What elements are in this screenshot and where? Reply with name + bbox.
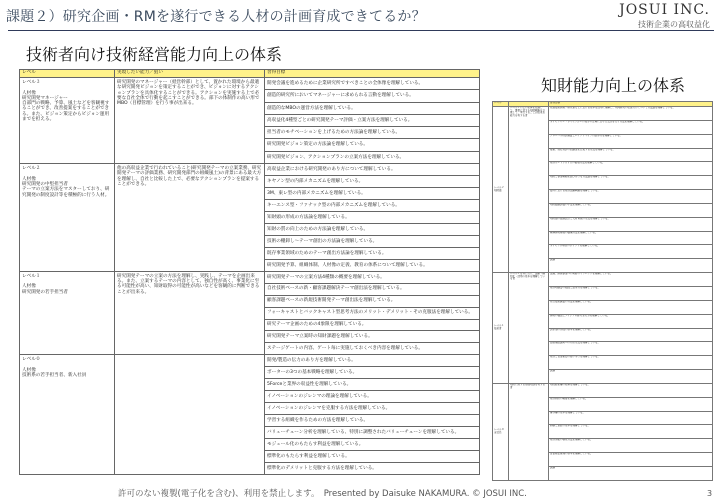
learning-goal-item: 商標と意匠の基本を理解している。 [549,425,713,439]
aim-description [115,355,265,475]
footer-copyright: 許可のない複製(電子化を含む)、利用を禁止します。 Presented by Daisuke NAKAMURA. © JOSUI INC. [118,489,527,499]
learning-goal-item: 知財と事業戦略を結び付ける方法論を理解している。 [549,176,713,190]
column-header-aim: 実現したい能力／狙い [115,70,265,78]
learning-goal-item: モジュール化のもたらす利益を理解している。 [265,439,480,451]
page-number: 3 [707,489,713,498]
level-description: レベル３ 人材像 研究開発マネージャー 自部門の戦略、予算、風土などを客観視することができ、改善提案をすることができる。また、ビジョン策定からビジョン運用までを担える。 [20,78,115,164]
learning-goal-item: フォーキャストとバックキャスト型思考方法のメリット・デメリット・その克服法を理解している。 [265,307,480,319]
learning-goal-item: イノベーションのジレンマの理論を理解している。 [265,391,480,403]
column-header-level: レベル [20,70,115,78]
table-row [20,355,480,367]
section-heading: 技術者向け技術経営能力向上の体系 [26,45,283,64]
learning-goal-item: ポーターの3つの基本戦略を理解している。 [265,367,480,379]
level-role: 技術者 [494,327,502,330]
column-header-goal: 習得目標 [549,102,713,107]
learning-goal-item: 研究開発テーマの立案方法4種類の概要を理解している。 [265,271,480,283]
learning-goal-item: キーエンス型・ファナック型の内部メカニズムを理解している。 [265,199,480,211]
learning-goal-item: 3M、東レ型の内部メカニズムを理解している。 [265,188,480,200]
learning-goal-item: 知財部の組織設計と人材育成の方法を理解している。 [549,217,713,231]
level-name: レベル２ [494,185,505,189]
learning-goal-item: 先端技術開発／研究室などにおける基本を活用に理解し、共同研究の位置付けについて方法論を理解している。 [549,107,713,121]
learning-goal-item: 発明の抽出とアイデアの膨らませ方を理解している。 [549,314,713,328]
learning-goal-item: 試験 [549,370,713,384]
learning-goal-item: 顧客課題ベースの新規技術開発テーマ創出法を理解している。 [265,295,480,307]
level-description: レベル２ 人材像 研究開発の中堅担当者 テーマの立案方法をマスターしており、研究開発の制度設計等を積極的に行う人材。 [20,164,115,272]
learning-goal-item: 侵害、他社特許の回避策を立案する方法を理解している。 [549,148,713,162]
learning-goal-item: 拒絶理由通知への対応方法を理解している。 [549,342,713,356]
level-name: レベル０ [494,428,505,432]
level-description: レベル０ 人材像 技術系の若手担当者、新入社員 [20,355,115,475]
learning-goal-item: バリューチェーン分析を理解している、特別に調整されたバリューチェーンを理解している。 [265,427,480,439]
learning-goal-item: 開発/製造の伝力のあり方を理解している。 [265,355,480,367]
learning-goal-item: 著作権の基本を理解している。 [549,411,713,425]
learning-goal-item: 請求項の作成の基本を理解している。 [549,328,713,342]
right-heading: 知財能力向上の体系 [541,76,686,95]
learning-goal-item: 研究テーマ企画のための4象限を理解している。 [265,319,480,331]
learning-goal-item: イノベーションのジレンマを克服する方法を理解している。 [265,403,480,415]
level-label [493,273,509,384]
aim-description: 他の高収益企業で行われていること(研究開発テーマの立案業務、研究開発テーマの評価業務、研究開発部門の組織風土)の背景にある最大方を理解し、自社と比較した上で、必要なアクションプランを提案することができる。 [115,164,265,272]
learning-goal-item: 知財価値評価の手法を理解している。 [549,203,713,217]
learning-goal-item: 特許情報の検索方法を理解している。 [549,439,713,453]
level-label [493,383,509,480]
level-role: 全社員 [494,430,502,434]
table-row [493,383,713,397]
learning-goal-item: 海外における特許出願戦略を理解している。 [549,190,713,204]
column-header-goal: 習得目標 [265,70,480,78]
learning-goal-item: 標準化のもたらす利益を理解している。 [265,450,480,462]
learning-goal-item: 知財頭の形成の方法論を理解している。 [265,211,480,223]
learning-goal-item: 試験 [549,466,713,480]
learning-goal-item: 特許ポートフォリオの構築方法を理解している。 [549,162,713,176]
learning-goal-item: 先行技術調査の方法を理解している。 [549,300,713,314]
learning-goal-item: 特許明細書の構成と読み方を理解している。 [549,286,713,300]
table-header-row [20,70,480,78]
learning-goal-item: 技術の棚卸し〜テーマ創出の方法論を理解している。 [265,235,480,247]
aim-description: レベル１を身に付け、出願・権利化・活用の基本を理解している者 [509,273,549,384]
level-description: レベル１ 人材像 研究開発の若手担当者 [20,271,115,355]
table-row [20,164,480,176]
learning-goal-item: 試験 [549,259,713,273]
aim-description: 研究開発のマネージャー（経営幹部）として、置かれた環境から最適な研究開発ビジョンを策定することができ、ビジョンに対するアクションプランを具体化することができる。アクションを実施する上で必要な自社全体で行動を起こすことができる。部下の体制作の高い形でMBO（目標管理）を行う事が出来る。 [115,78,265,164]
table-row [493,107,713,121]
learning-goal-item: ライセンス契約のポイントを理解している。 [549,245,713,259]
aim-description: 知財に関する基礎知識を有する者 [509,383,549,480]
brand-logo: JOSUI INC. [619,2,710,18]
slide-title: 課題２）研究企画・RMを遂行できる人材の計画育成できてるか？ [6,9,426,25]
level-name: レベル１ [494,324,505,328]
learning-goal-item: 研究開発テーマ立案時の知財課題を理解している。 [265,331,480,343]
learning-goal-item: グローバル特許調査とパテントマップの読み方を理解している。 [549,134,713,148]
table-row [493,273,713,287]
learning-goal-item: キヤノン型の内部メカニズムを理解している。 [265,176,480,188]
learning-goal-item: ステージゲートの内容、ゲート毎に実施しておくべき内容を理解している。 [265,343,480,355]
learning-goal-item: 特許制度の概要を理解している。 [549,397,713,411]
level-label [493,107,509,273]
learning-goal-item: 自社技術ベースの新・顧客課題解決テーマ創出法を理解している。 [265,283,480,295]
ip-capability-table [492,101,713,481]
tech-management-table [19,69,480,475]
level-role: 知財部 [494,188,502,192]
table-row [20,271,480,283]
learning-goal-item: 営業秘密管理の基本を理解している。 [549,453,713,467]
learning-goal-item: 知財の質の向上のための方法論を理解している。 [265,223,480,235]
learning-goal-item: 担当者のモチベーションを上げるための方法論を理解している。 [265,127,480,139]
learning-goal-item: 高収益企業における研究開発のあり方について理解している。 [265,164,480,176]
learning-goal-item: ライセンサー・ライセンシーの双方の立場に立った交渉を行う方法を理解している。 [549,120,713,134]
title-divider [8,30,714,31]
learning-goal-item: 企画、開発事業への知財のインパクトを理解している。 [549,273,713,287]
brand-tagline: 技術企業の高収益化 [638,20,710,29]
learning-goal-item: 開発会議を進めるために企業研究所ですべきことの全体像を理解している。 [265,78,480,90]
learning-goal-item: 職務発明規程の整備方法を理解している。 [549,231,713,245]
learning-goal-item: 特許と営業秘密の使い分けを理解している。 [549,356,713,370]
learning-goal-item: 研究開発ビジョン策定の方法論を理解している。 [265,139,480,151]
table-row [20,78,480,90]
learning-goal-item: 学習する組織を作るための方法を理解している。 [265,415,480,427]
column-header-level: レベル [493,102,509,107]
learning-goal-item: 既存事業領域のためのテーマ創出方法論を理解している。 [265,247,480,259]
learning-goal-item: 創造的研究所においてマネージャーに求められる言動を理解している。 [265,90,480,102]
aim-description: 研究開発テーマの立案の方法を理解し、実践し、テーマを企画出来る。また、立案するテーマの内容として、独自性が高く、事業化に至る可能性が高い、知財取得の可能性が高いなどを客観的に判断できることが出来る。 [115,271,265,355]
learning-goal-item: 標準化のデメリットと克服する方法を理解している。 [265,462,480,474]
learning-goal-item: 創造的なMBOの運営方法を理解している。 [265,102,480,114]
learning-goal-item: 5Forceと業界の収益性を理解している。 [265,379,480,391]
aim-description: レベル２の上の全体を把握して、事業に対する知財戦略を立案して、実行することが出来る能力を有する者 [509,107,549,273]
learning-goal-item: 高収益化4種型ごとの研究開発テーマ評価・立案方法を理解している。 [265,114,480,126]
learning-goal-item: 知的財産権の種類を理解している。 [549,383,713,397]
learning-goal-item: 研究開発予算、組織体制、人材像の定義、教育の体系について理解している。 [265,259,480,271]
learning-goal-item: 研究開発ビジョン、アクションプランの立案方法を理解している。 [265,151,480,163]
